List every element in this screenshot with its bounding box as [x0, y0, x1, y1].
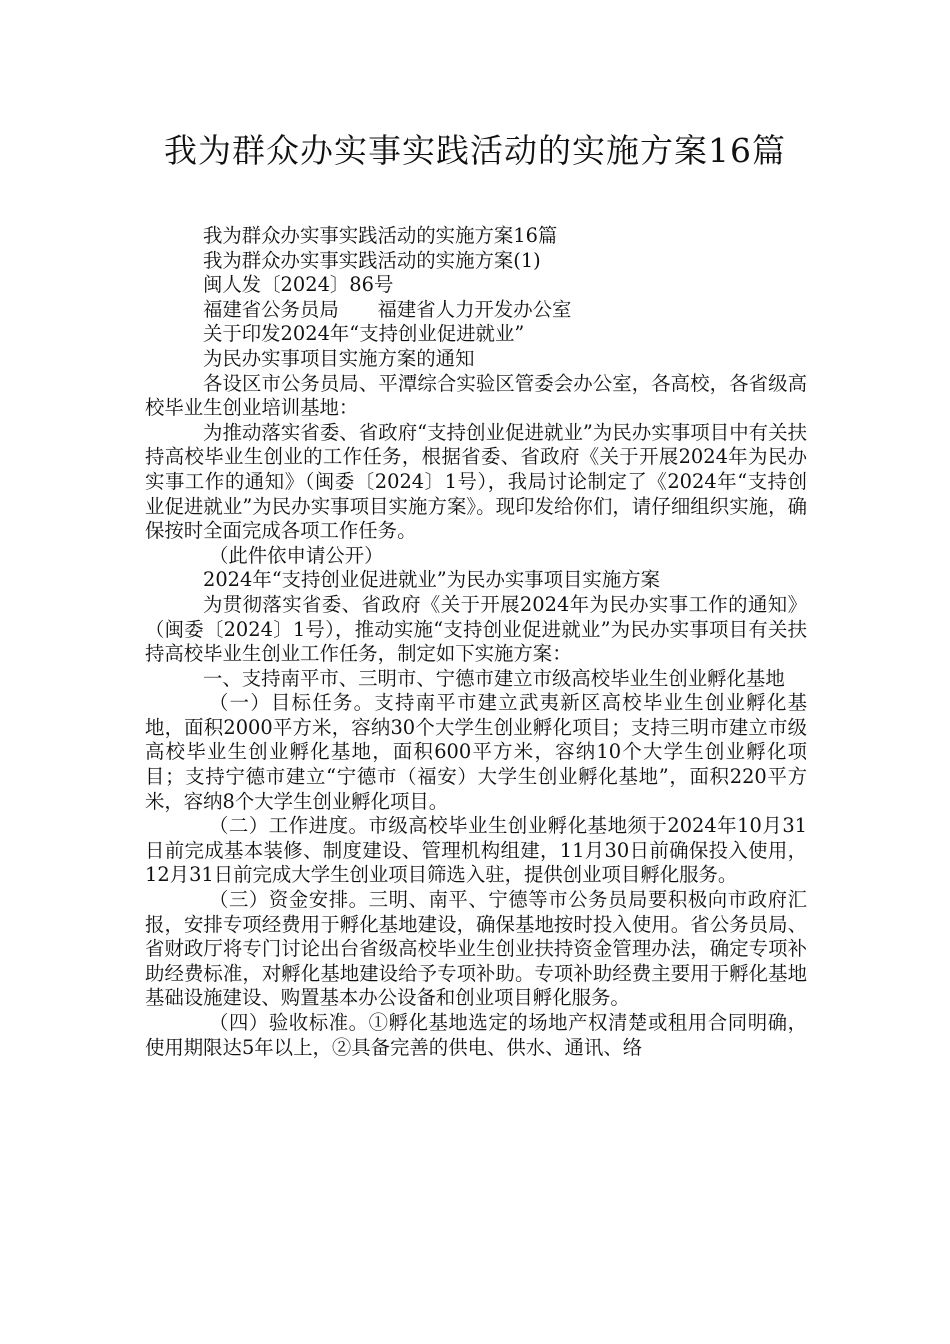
heading-line: 我为群众办实事实践活动的实施方案16篇	[203, 224, 558, 247]
paragraph: （二）工作进度。市级高校毕业生创业孵化基地须于2024年10月31日前完成基本装修、制度建设、管理机构组建，11月30日前确保投入使用，12月31日前完成大学生创业项目筛选入驻，提供创业项目孵化服务。	[145, 814, 807, 887]
paragraph: （四）验收标准。①孵化基地选定的场地产权清楚或租用合同明确，使用期限达5年以上，②具备完善的供电、供水、通讯、络	[145, 1011, 807, 1059]
addressees: 各设区市公务员局、平潭综合实验区管委会办公室，各高校，各省级高校毕业生创业培训基地：	[145, 371, 807, 420]
paragraph: （一）目标任务。支持南平市建立武夷新区高校毕业生创业孵化基地，面积2000平方米，容纳30个大学生创业孵化项目；支持三明市建立市级高校毕业生创业孵化基地，面积600平方米，容纳10个大学生创业孵化项目；支持宁德市建立“宁德市（福安）大学生创业孵化基地”，面积220平方米，容纳8个大学生创业孵化项目。	[145, 691, 807, 813]
notice-title-line-2: 为民办实事项目实施方案的通知	[203, 346, 475, 370]
paragraph: 为贯彻落实省委、省政府《关于开展2024年为民办实事工作的通知》（闽委〔2024〕1号），推动实施“支持创业促进就业”为民办实事项目有关扶持高校毕业生创业工作任务，制定如下实施方案：	[145, 592, 807, 666]
issuing-agencies: 福建省公务员局 福建省人力开发办公室	[203, 297, 572, 321]
disclosure-note: （此件依申请公开）	[209, 543, 384, 567]
document-title: 我为群众办实事实践活动的实施方案16篇	[164, 131, 786, 170]
doc-number: 闽人发〔2024〕86号	[203, 273, 394, 297]
subheading-line: 我为群众办实事实践活动的实施方案(1)	[203, 248, 541, 272]
notice-title-line-1: 关于印发2024年“支持创业促进就业”	[203, 322, 525, 346]
plan-title: 2024年“支持创业促进就业”为民办实事项目实施方案	[203, 568, 660, 592]
document-body	[145, 224, 807, 1060]
section-heading: 一、支持南平市、三明市、宁德市建立市级高校毕业生创业孵化基地	[203, 666, 785, 690]
paragraph: （三）资金安排。三明、南平、宁德等市公务员局要积极向市政府汇报，安排专项经费用于孵化基地建设，确保基地按时投入使用。省公务员局、省财政厅将专门讨论出台省级高校毕业生创业扶持资金管理办法，确定专项补助经费标准，对孵化基地建设给予专项补助。专项补助经费主要用于孵化基地基础设施建设、购置基本办公设备和创业项目孵化服务。	[145, 888, 807, 1010]
paragraph: 为推动落实省委、省政府“支持创业促进就业”为民办实事项目中有关扶持高校毕业生创业的工作任务，根据省委、省政府《关于开展2024年为民办实事工作的通知》（闽委〔2024〕1号），我局讨论制定了《2024年“支持创业促进就业”为民办实事项目实施方案》。现印发给你们，请仔细组织实施，确保按时全面完成各项工作任务。	[145, 420, 807, 543]
